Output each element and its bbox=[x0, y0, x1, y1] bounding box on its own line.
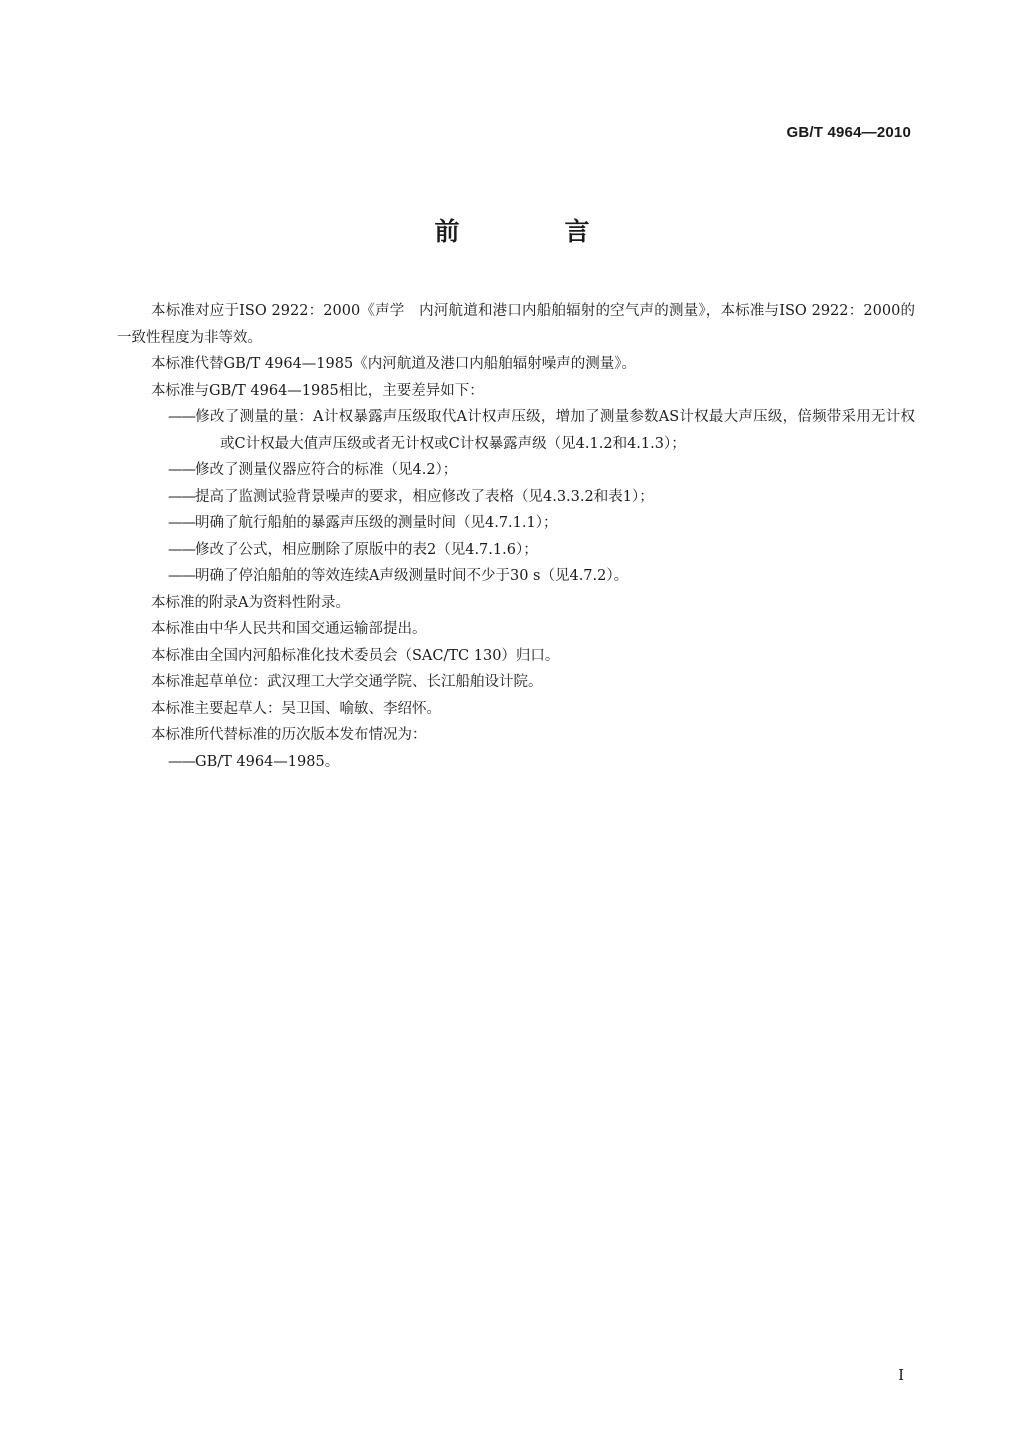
list-item bbox=[117, 457, 915, 484]
paragraph-drafting-units: 本标准起草单位：武汉理工大学交通学院、长江船舶设计院。 bbox=[151, 674, 543, 690]
list-dash: —— bbox=[168, 488, 195, 505]
paragraph-committee: 本标准由全国内河船标准化技术委员会（SAC/TC 130）归口。 bbox=[151, 647, 560, 664]
preface-body bbox=[117, 298, 915, 775]
list-item-text: 明确了航行船舶的暴露声压级的测量时间（见4.7.1.1）； bbox=[195, 515, 558, 531]
paragraph-drafters: 本标准主要起草人：吴卫国、喻敏、李绍怀。 bbox=[151, 700, 441, 717]
list-item-text: 明确了停泊船舶的等效连续A声级测量时间不少于30 s（见4.7.2）。 bbox=[195, 568, 629, 584]
list-item bbox=[117, 484, 915, 511]
paragraph-differences-intro: 本标准与GB/T 4964—1985相比，主要差异如下： bbox=[151, 382, 484, 399]
paragraph-history-intro: 本标准所代替标准的历次版本发布情况为： bbox=[151, 727, 427, 743]
changes-list bbox=[117, 404, 915, 590]
list-item-text: 修改了测量仪器应符合的标准（见4.2）； bbox=[195, 462, 458, 478]
list-item-text: 修改了测量的量：A计权暴露声压级取代A计权声压级，增加了测量参数AS计权最大声压级，倍频带采用无计权或C计权最大值声压级或者无计权或C计权暴露声级（见4.1.2和4.1.3）； bbox=[195, 409, 915, 452]
standard-code-header: GB/T 4964—2010 bbox=[786, 124, 911, 141]
list-item-text: 修改了公式，相应删除了原版中的表2（见4.7.1.6）； bbox=[195, 541, 538, 558]
list-item bbox=[117, 563, 915, 590]
list-item-text: GB/T 4964—1985。 bbox=[195, 753, 340, 770]
list-dash: —— bbox=[168, 568, 195, 584]
list-dash: —— bbox=[168, 753, 195, 770]
list-item bbox=[117, 510, 915, 537]
list-dash: —— bbox=[168, 541, 195, 558]
list-item bbox=[117, 404, 915, 457]
paragraph-correspondence: 本标准对应于ISO 2922：2000《声学 内河航道和港口内船舶辐射的空气声的测量》，本标准与ISO 2922：2000的一致性程度为非等效。 bbox=[117, 303, 915, 346]
page-number: I bbox=[898, 1366, 904, 1384]
list-dash: —— bbox=[168, 462, 195, 478]
page-title: 前 言 bbox=[434, 217, 630, 246]
history-list bbox=[117, 749, 915, 776]
list-item bbox=[117, 749, 915, 776]
list-item-text: 提高了监测试验背景噪声的要求，相应修改了表格（见4.3.3.2和表1）； bbox=[195, 488, 654, 505]
paragraph-replaces: 本标准代替GB/T 4964—1985《内河航道及港口内船舶辐射噪声的测量》。 bbox=[151, 356, 636, 372]
paragraph-proposer: 本标准由中华人民共和国交通运输部提出。 bbox=[151, 621, 427, 637]
list-item bbox=[117, 537, 915, 564]
paragraph-annex: 本标准的附录A为资料性附录。 bbox=[151, 594, 350, 611]
list-dash: —— bbox=[168, 409, 195, 425]
list-dash: —— bbox=[168, 515, 195, 531]
